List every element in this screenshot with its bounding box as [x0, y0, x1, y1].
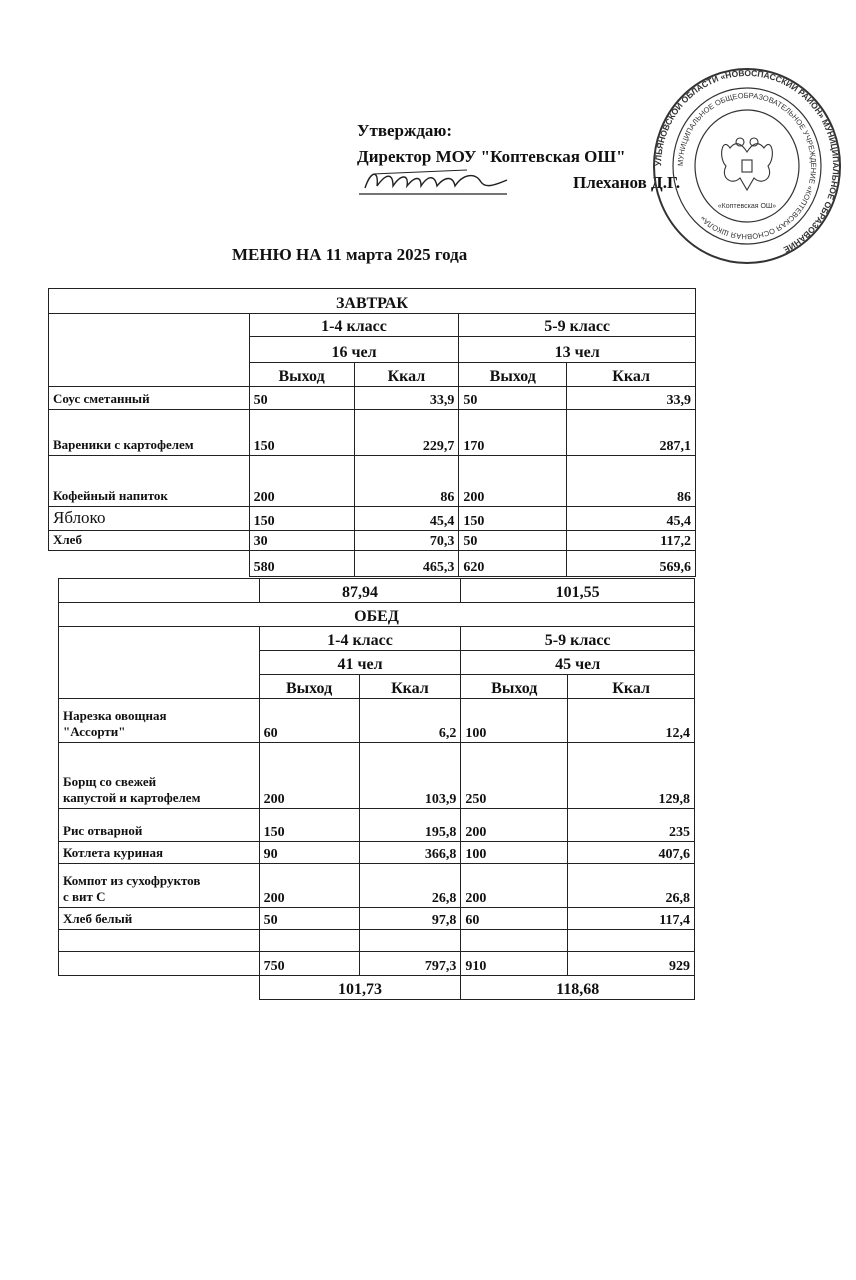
out-b: 100 [461, 699, 568, 743]
table-row [49, 507, 696, 531]
out-b: 170 [459, 410, 567, 456]
empty-cell [59, 976, 260, 1000]
out-b: 60 [461, 908, 568, 930]
kcal-a: 103,9 [359, 743, 461, 809]
price-a: 87,94 [259, 579, 461, 603]
breakfast-price-table [58, 578, 695, 603]
dish-name: Вареники с картофелем [49, 410, 250, 456]
kcal-a: 97,8 [359, 908, 461, 930]
out-a: 50 [249, 387, 354, 410]
stamp-outer-text: УЛЬЯНОВСКОЙ ОБЛАСТИ «НОВОСПАССКИЙ РАЙОН» МУНИЦИПАЛЬНОЕ ОБРАЗОВАНИЕ [652, 67, 842, 255]
kcal-a: 26,8 [359, 864, 461, 908]
dish-name: Яблоко [49, 507, 250, 531]
empty-cell [59, 930, 260, 952]
kcal-a: 229,7 [354, 410, 459, 456]
table-row [49, 387, 696, 410]
lunch-heading: ОБЕД [59, 603, 695, 627]
col-out-a: Выход [259, 675, 359, 699]
total-out-a: 580 [249, 551, 354, 577]
kcal-b: 45,4 [567, 507, 696, 531]
out-a: 150 [249, 410, 354, 456]
col-out-a: Выход [249, 363, 354, 387]
out-b: 200 [461, 809, 568, 842]
lunch-heading-row [59, 603, 695, 627]
out-a: 150 [259, 809, 359, 842]
total-row [49, 551, 696, 577]
dish-name: Хлеб [49, 531, 250, 551]
empty-cell [568, 930, 695, 952]
breakfast-table [48, 288, 696, 577]
dish-name-line2: с вит С [63, 889, 106, 904]
out-a: 30 [249, 531, 354, 551]
total-kcal-b: 569,6 [567, 551, 696, 577]
total-kcal-a: 465,3 [354, 551, 459, 577]
dish-name-line1: Борщ со свежей [63, 774, 157, 789]
empty-cell [359, 930, 461, 952]
kcal-a: 195,8 [359, 809, 461, 842]
col-out-b: Выход [459, 363, 567, 387]
out-a: 90 [259, 842, 359, 864]
out-b: 50 [459, 387, 567, 410]
table-row [59, 864, 695, 908]
signature-row [357, 170, 681, 196]
class-a-label: 1-4 класс [259, 627, 461, 651]
page-title: МЕНЮ НА 11 марта 2025 года [232, 245, 468, 264]
out-b: 250 [461, 743, 568, 809]
kcal-a: 86 [354, 456, 459, 507]
dish-name: Кофейный напиток [49, 456, 250, 507]
kcal-a: 70,3 [354, 531, 459, 551]
table-row [59, 842, 695, 864]
out-b: 200 [461, 864, 568, 908]
total-out-a: 750 [259, 952, 359, 976]
class-row [59, 627, 695, 651]
lunch-table [58, 602, 695, 1000]
price-row [59, 579, 695, 603]
empty-cell [259, 930, 359, 952]
dish-name: Котлета куриная [59, 842, 260, 864]
total-out-b: 910 [461, 952, 568, 976]
col-kcal-a: Ккал [359, 675, 461, 699]
director-name: Плеханов Д.Г. [573, 173, 681, 192]
col-kcal-b: Ккал [567, 363, 696, 387]
kcal-b: 407,6 [568, 842, 695, 864]
dish-name: Соус сметанный [49, 387, 250, 410]
out-a: 200 [259, 743, 359, 809]
dish-name-line2: "Ассорти" [63, 724, 126, 739]
table-row [49, 456, 696, 507]
signature-image [357, 164, 517, 200]
official-stamp [652, 66, 842, 266]
price-b: 118,68 [461, 976, 695, 1000]
dish-name-line1: Нарезка овощная [63, 708, 167, 723]
total-kcal-b: 929 [568, 952, 695, 976]
dish-name-line1: Компот из сухофруктов [63, 873, 201, 888]
kcal-b: 12,4 [568, 699, 695, 743]
out-a: 60 [259, 699, 359, 743]
kcal-b: 287,1 [567, 410, 696, 456]
kcal-b: 26,8 [568, 864, 695, 908]
dish-name-line2: капустой и картофелем [63, 790, 201, 805]
table-row [49, 410, 696, 456]
kcal-b: 235 [568, 809, 695, 842]
table-row [59, 743, 695, 809]
breakfast-heading: ЗАВТРАК [49, 289, 696, 314]
out-b: 50 [459, 531, 567, 551]
price-a: 101,73 [259, 976, 461, 1000]
kcal-b: 86 [567, 456, 696, 507]
out-b: 200 [459, 456, 567, 507]
kcal-a: 366,8 [359, 842, 461, 864]
empty-cell [59, 952, 260, 976]
total-row [59, 952, 695, 976]
class-b-label: 5-9 класс [459, 314, 696, 337]
dish-name [59, 864, 260, 908]
out-b: 100 [461, 842, 568, 864]
empty-cell [461, 930, 568, 952]
col-kcal-b: Ккал [568, 675, 695, 699]
out-a: 200 [249, 456, 354, 507]
total-out-b: 620 [459, 551, 567, 577]
director-title: Директор МОУ "Коптевская ОШ" [357, 147, 626, 166]
stamp-inner-text: МУНИЦИПАЛЬНОЕ ОБЩЕОБРАЗОВАТЕЛЬНОЕ УЧРЕЖДЕНИЕ «КОПТЕВСКАЯ ОСНОВНАЯ ШКОЛА» [675, 90, 819, 242]
count-b: 45 чел [461, 651, 695, 675]
class-row [49, 314, 696, 337]
table-row [59, 809, 695, 842]
out-b: 150 [459, 507, 567, 531]
count-a: 16 чел [249, 337, 459, 363]
kcal-a: 6,2 [359, 699, 461, 743]
empty-cell [49, 314, 250, 387]
approval-block [357, 118, 681, 196]
dish-name [59, 699, 260, 743]
kcal-a: 45,4 [354, 507, 459, 531]
table-row [49, 531, 696, 551]
dish-name [59, 743, 260, 809]
empty-row [59, 930, 695, 952]
out-a: 200 [259, 864, 359, 908]
price-row [59, 976, 695, 1000]
breakfast-heading-row [49, 289, 696, 314]
kcal-b: 33,9 [567, 387, 696, 410]
kcal-b: 117,2 [567, 531, 696, 551]
table-row [59, 908, 695, 930]
out-a: 50 [259, 908, 359, 930]
dish-name: Рис отварной [59, 809, 260, 842]
stamp-center-text: «Коптевская ОШ» [717, 203, 777, 210]
count-b: 13 чел [459, 337, 696, 363]
out-a: 150 [249, 507, 354, 531]
count-a: 41 чел [259, 651, 461, 675]
empty-cell [49, 551, 250, 577]
class-b-label: 5-9 класс [461, 627, 695, 651]
approval-label: Утверждаю: [357, 121, 453, 140]
col-kcal-a: Ккал [354, 363, 459, 387]
empty-cell [59, 627, 260, 699]
empty-cell [59, 579, 260, 603]
kcal-b: 129,8 [568, 743, 695, 809]
price-b: 101,55 [461, 579, 695, 603]
dish-name: Хлеб белый [59, 908, 260, 930]
svg-text:МУНИЦИПАЛЬНОЕ ОБЩЕОБРАЗОВАТЕЛЬ [676, 91, 818, 241]
col-out-b: Выход [461, 675, 568, 699]
kcal-a: 33,9 [354, 387, 459, 410]
kcal-b: 117,4 [568, 908, 695, 930]
total-kcal-a: 797,3 [359, 952, 461, 976]
eagle-emblem-icon [722, 138, 773, 190]
table-row [59, 699, 695, 743]
class-a-label: 1-4 класс [249, 314, 459, 337]
